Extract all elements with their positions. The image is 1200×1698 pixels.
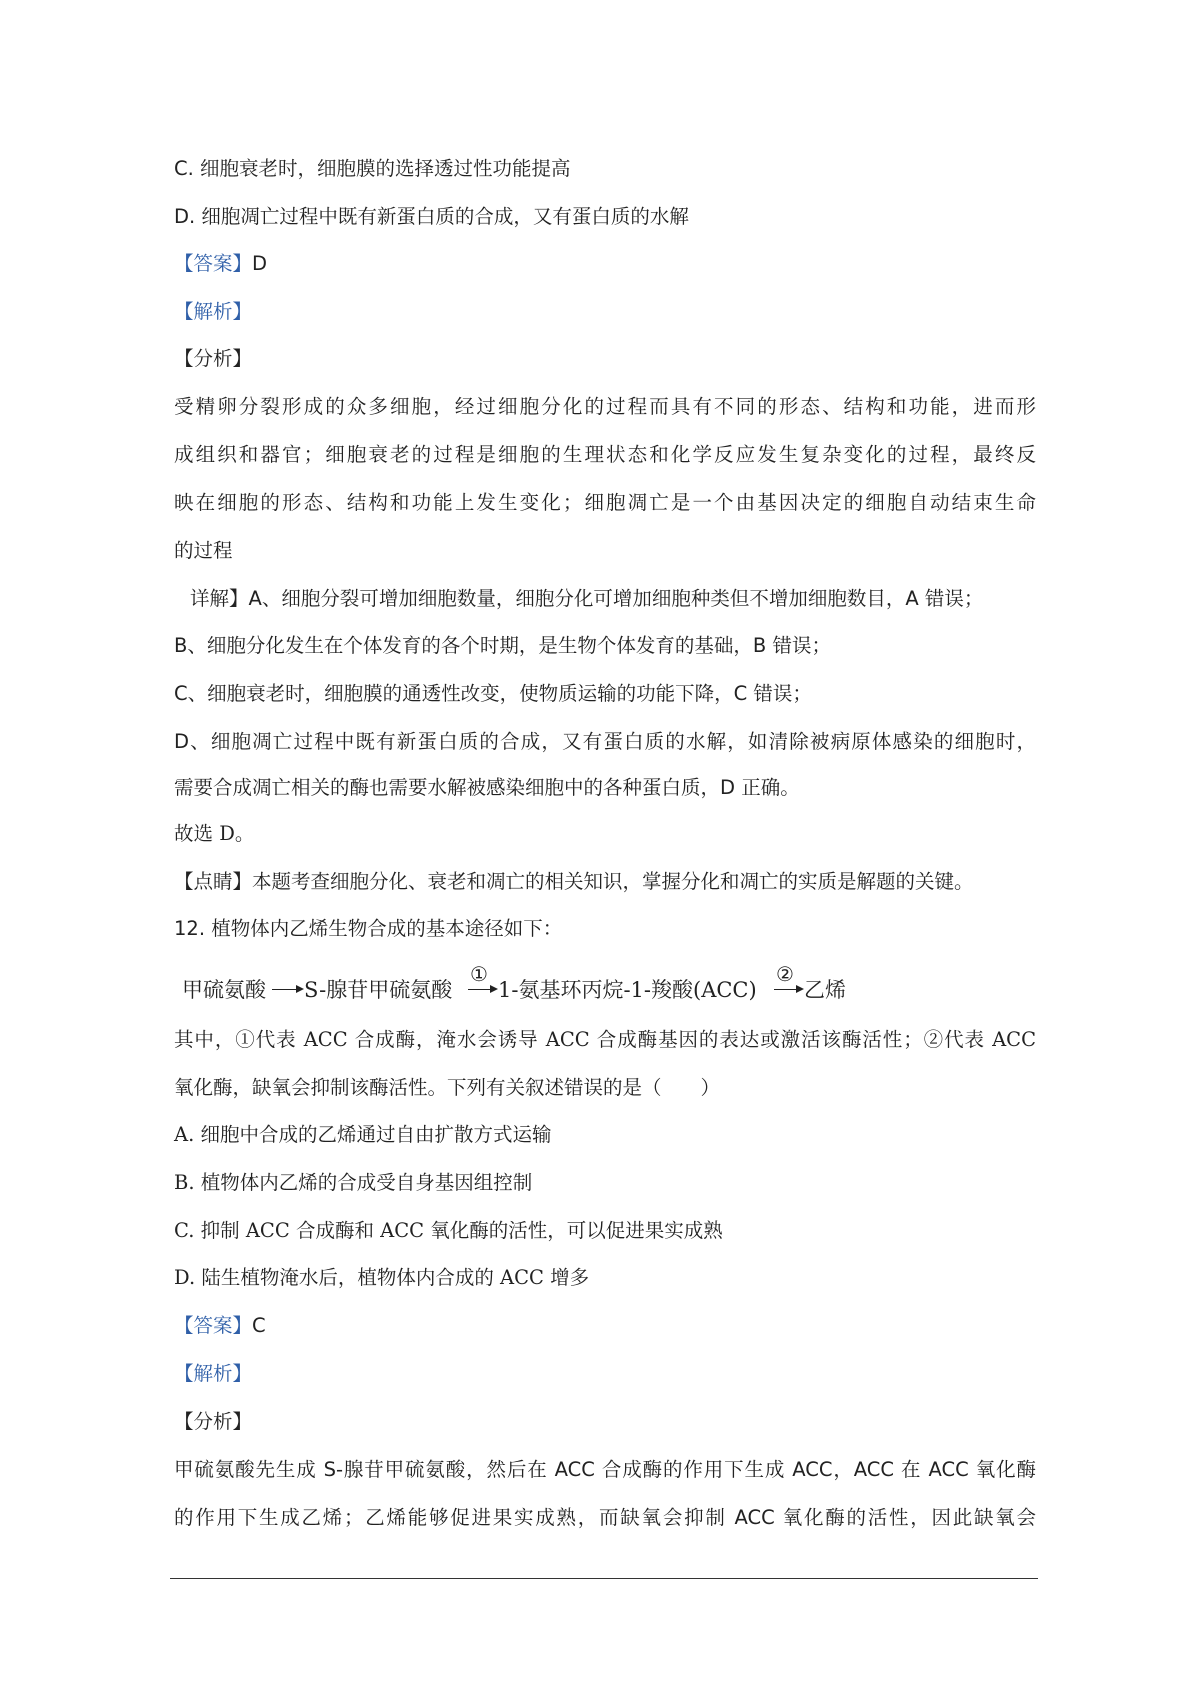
q12-option-b: B. 植物体内乙烯的合成受自身基因组控制 bbox=[174, 1171, 533, 1194]
q12-jiexi-tag: 【解析】 bbox=[174, 1362, 253, 1385]
answer-value: D bbox=[252, 252, 268, 275]
pathway-arrow bbox=[468, 989, 496, 990]
q11-dianjing: 【点睛】本题考查细胞分化、衰老和凋亡的相关知识，掌握分化和凋亡的实质是解题的关键。 bbox=[174, 870, 974, 893]
answer-tag: 【答案】 bbox=[174, 252, 253, 275]
q11-option-c: C. 细胞衰老时，细胞膜的选择透过性功能提高 bbox=[174, 157, 571, 180]
q12-option-a: A. 细胞中合成的乙烯通过自由扩散方式运输 bbox=[174, 1123, 552, 1146]
q11-jiexi-tag: 【解析】 bbox=[174, 300, 253, 323]
q11-detail-line: 详解】A、细胞分裂可增加细胞数量，细胞分化可增加细胞种类但不增加细胞数目，A 错误； bbox=[190, 587, 984, 610]
pathway-step-2-label: ② bbox=[776, 962, 794, 986]
pathway-step-1-label: ① bbox=[470, 962, 488, 986]
q11-detail-line: B、细胞分化发生在个体发育的各个时期，是生物个体发育的基础，B 错误； bbox=[174, 634, 831, 657]
q11-analysis-line: 成组织和器官；细胞衰老的过程是细胞的生理状态和化学反应发生复杂变化的过程，最终反 bbox=[174, 443, 1036, 466]
q12-option-d: D. 陆生植物淹水后，植物体内合成的 ACC 增多 bbox=[174, 1266, 590, 1289]
q11-analysis-line: 的过程 bbox=[174, 539, 233, 562]
q11-detail-line: 需要合成凋亡相关的酶也需要水解被感染细胞中的各种蛋白质，D 正确。 bbox=[174, 776, 800, 799]
pathway-methionine: 甲硫氨酸 bbox=[182, 978, 266, 1002]
footer-divider bbox=[170, 1578, 1038, 1579]
q11-choose: 故选 D。 bbox=[174, 822, 255, 845]
answer-tag: 【答案】 bbox=[174, 1314, 253, 1337]
q11-analysis-line: 受精卵分裂形成的众多细胞，经过细胞分化的过程而具有不同的形态、结构和功能，进而形 bbox=[174, 395, 1036, 418]
q11-fenxi-tag: 【分析】 bbox=[174, 347, 253, 370]
q12-fenxi-tag: 【分析】 bbox=[174, 1410, 253, 1433]
q12-desc-line: 氧化酶，缺氧会抑制该酶活性。下列有关叙述错误的是（ ） bbox=[174, 1076, 721, 1099]
q11-option-d: D. 细胞凋亡过程中既有新蛋白质的合成，又有蛋白质的水解 bbox=[174, 205, 689, 228]
ethylene-pathway-diagram bbox=[182, 964, 882, 1010]
q11-detail-line: C、细胞衰老时，细胞膜的通透性改变，使物质运输的功能下降，C 错误； bbox=[174, 682, 812, 705]
q12-stem: 12. 植物体内乙烯生物合成的基本途径如下： bbox=[174, 917, 563, 940]
q11-analysis-line: 映在细胞的形态、结构和功能上发生变化；细胞凋亡是一个由基因决定的细胞自动结束生命 bbox=[174, 491, 1036, 514]
answer-value: C bbox=[252, 1314, 266, 1337]
q11-detail-line: D、细胞凋亡过程中既有新蛋白质的合成，又有蛋白质的水解，如清除被病原体感染的细胞时， bbox=[174, 730, 1036, 753]
q12-option-c: C. 抑制 ACC 合成酶和 ACC 氧化酶的活性，可以促进果实成熟 bbox=[174, 1219, 723, 1242]
q12-desc-line: 其中，①代表 ACC 合成酶，淹水会诱导 ACC 合成酶基因的表达或激活该酶活性；②代表 ACC bbox=[174, 1028, 1036, 1051]
q11-answer bbox=[174, 252, 267, 276]
pathway-arrow bbox=[774, 989, 802, 990]
pathway-ethylene: 乙烯 bbox=[804, 978, 846, 1002]
q12-answer bbox=[174, 1314, 266, 1338]
pathway-acc: 1-氨基环丙烷-1-羧酸(ACC) bbox=[498, 978, 757, 1002]
pathway-sam: S-腺苷甲硫氨酸 bbox=[304, 978, 453, 1002]
q12-analysis-line: 的作用下生成乙烯；乙烯能够促进果实成熟，而缺氧会抑制 ACC 氧化酶的活性，因此缺氧会 bbox=[174, 1506, 1036, 1529]
q12-analysis-line: 甲硫氨酸先生成 S-腺苷甲硫氨酸，然后在 ACC 合成酶的作用下生成 ACC，ACC 在 ACC 氧化酶 bbox=[174, 1458, 1036, 1481]
pathway-arrow bbox=[272, 989, 302, 990]
